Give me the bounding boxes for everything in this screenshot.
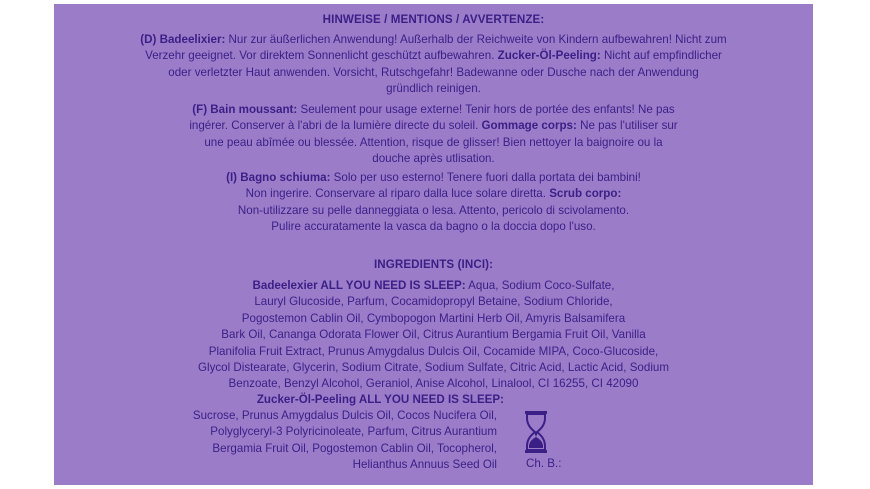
warning-german-line-1: (D) Badeelixier: Nur zur äußerlichen Anwendung! Außerhalb der Reichweite von Kindern aufbewahren! Nicht zum: [140, 33, 727, 46]
warning-german: [54, 32, 813, 98]
product-label-panel: [54, 4, 813, 485]
warning-german-prefix: (D) Badeelixier:: [140, 33, 226, 46]
ingredients-bath-line: Glycol Distearate, Glycerin, Sodium Citrate, Sodium Sulfate, Citric Acid, Lactic Acid, Sodium: [197, 361, 670, 375]
warning-french-line-3: une peau abîmée ou blessée. Attention, risque de glisser! Bien nettoyer la baignoire ou la: [204, 135, 663, 149]
ingredients-scrub-title: Zucker-Öl-Peeling ALL YOU NEED IS SLEEP:: [256, 393, 504, 406]
warning-french-scrub-label: Gommage corps:: [481, 119, 577, 133]
ingredients-bath-line: Pogostemon Cablin Oil, Cymbopogon Martini Herb Oil, Amyris Balsamifera: [241, 311, 626, 325]
warning-italian-prefix: (I) Bagno schiuma:: [226, 171, 331, 184]
ingredients-heading: INGREDIENTS (INCI):: [373, 258, 494, 271]
ingredients-bath-line: Benzoate, Benzyl Alcohol, Geraniol, Anise Alcohol, Linalool, CI 16255, CI 42090: [228, 377, 639, 391]
ingredients-sugar-oil-scrub: [154, 408, 497, 474]
hourglass-icon: [524, 410, 548, 454]
warning-german-line-4: gründlich reinigen.: [386, 82, 481, 96]
ingredients-bath-line: Planifolia Fruit Extract, Prunus Amygdalus Dulcis Oil, Cocamide MIPA, Coco-Glucoside,: [208, 344, 659, 358]
warning-italian-line-2: Non ingerire. Conservare al riparo dalla luce solare diretta. Scrub corpo:: [245, 187, 622, 201]
warning-italian-line-1: (I) Bagno schiuma: Solo per uso esterno! Tenere fuori dalla portata dei bambini!: [226, 171, 641, 184]
warning-french-line-4: douche après utlisation.: [372, 152, 495, 166]
warning-french: [54, 102, 813, 168]
warning-italian-line-3: Non-utilizzare su pelle danneggiata o lesa. Attento, pericolo di scivolamento.: [237, 203, 630, 217]
batch-number-label: Ch. B.:: [526, 457, 562, 470]
ingredients-bath-line: Bark Oil, Cananga Odorata Flower Oil, Citrus Aurantium Bergamia Fruit Oil, Vanilla: [221, 328, 646, 342]
ingredients-scrub-line: Polyglyceryl-3 Polyricinoleate, Parfum, Citrus Aurantium: [210, 425, 497, 439]
ingredients-scrub-line: Bergamia Fruit Oil, Pogostemon Cablin Oil, Tocopherol,: [212, 441, 497, 455]
warning-french-line-1: (F) Bain moussant: Seulement pour usage externe! Tenir hors de portée des enfants! Ne pas: [192, 103, 675, 116]
warning-french-prefix: (F) Bain moussant:: [192, 103, 298, 116]
ingredients-bath-line-1: Badeelexier ALL YOU NEED IS SLEEP: Aqua, Sodium Coco-Sulfate,: [252, 279, 615, 292]
warnings-heading: HINWEISE / MENTIONS / AVVERTENZE:: [322, 13, 545, 26]
warning-german-line-3: oder verletzter Haut anwenden. Vorsicht, Rutschgefahr! Badewanne oder Dusche nach der Anwendung: [168, 65, 699, 79]
ingredients-bath-line: Lauryl Glucoside, Parfum, Cocamidopropyl Betaine, Sodium Chloride,: [254, 295, 613, 309]
ingredients-scrub-line: Sucrose, Prunus Amygdalus Dulcis Oil, Cocos Nucifera Oil,: [192, 409, 497, 422]
warning-italian: [54, 170, 813, 236]
ingredients-bath-title: Badeelexier ALL YOU NEED IS SLEEP:: [252, 279, 466, 292]
ingredients-scrub-line: Helianthus Annuus Seed Oil: [352, 458, 497, 472]
warning-italian-scrub-label: Scrub corpo:: [549, 187, 622, 201]
warning-french-line-2: ingérer. Conserver à l'abri de la lumière directe du soleil. Gommage corps: Ne pas l'utiliser sur: [189, 119, 678, 133]
warning-german-line-2: Verzehr geeignet. Vor direktem Sonnenlicht geschützt aufbewahren. Zucker-Öl-Peeling: Nicht auf empfindlicher: [145, 49, 722, 63]
ingredients-bath-elixir: [54, 278, 813, 393]
warning-italian-line-4: Pulire accuratamente la vasca da bagno o la doccia dopo l'uso.: [271, 220, 596, 234]
warning-german-scrub-label: Zucker-Öl-Peeling:: [497, 49, 601, 63]
